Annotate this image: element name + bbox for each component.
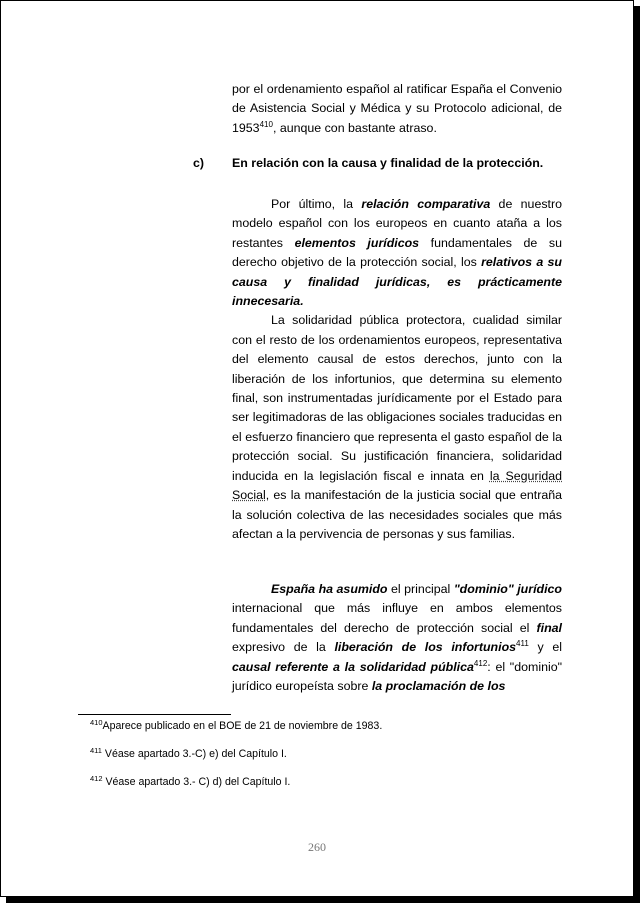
footnote [90,776,290,788]
continued-paragraph [232,80,562,138]
text-run: de nuestro modelo español con los europeos en cuanto ataña a los restantes [232,197,562,250]
text-run: internacional que más influye en ambos elementos fundamentales del derecho de protección social el [232,601,562,635]
text-run: Por último, la [271,197,362,211]
footnote [90,748,287,760]
text-run: fundamentales de su derecho objetivo de la protección social, los [232,235,562,270]
emphasis: España ha asumido [271,582,388,596]
footnote-text: Aparece publicado en el BOE de 21 de noviembre de 1983. [102,720,383,732]
emphasis: relativos a su causa y finalidad jurídicas, es prácticamente innecesaria. [232,255,562,309]
section-title: En relación con la causa y finalidad de la protección. [232,156,544,170]
footnote-ref[interactable]: 411 [516,639,529,649]
footnote [90,720,382,732]
footnote-ref[interactable]: 410 [259,119,273,129]
emphasis: causal referente a la solidaridad pública [232,659,474,674]
text-run: , es la manifestación de la justicia social que entraña la solución colectiva de las necesidades sociales que más afectan a la pervivencia de personas y sus familias. [232,488,562,541]
body-text-2 [232,580,562,696]
text-run: y el [528,640,562,655]
text-run: : el "dominio" jurídico europeísta sobre [232,659,562,694]
footnote-text: Véase apartado 3.- C) d) del Capítulo I. [102,776,291,788]
emphasis: la proclamación de los [371,679,506,694]
emphasis: final [536,620,562,635]
emphasis: relación comparativa [361,197,491,211]
paragraph-2 [232,311,562,544]
page-shadow-bottom [6,897,640,903]
body-text [232,195,562,544]
underlined-text: la Seguridad Social [232,468,562,503]
emphasis: liberación de los infortunios [334,640,517,655]
text-run: por el ordenamiento español al ratificar España el Convenio de Asistencia Social y Médica y su Protocolo adicional, de 1953 [232,82,562,135]
text-run: La solidaridad pública protectora, cualidad similar con el resto de los ordenamientos europeos, representativa del elemento causal de estos derechos, junto con la liberación de los infortunios, que determina su elemento final, son instrumentadas jurídicamente por el Estado para ser legitimadoras de las obligaciones sociales traducidas en el esfuerzo financiero que representa el gasto español de la protección social. Su justificación financiera, solidaridad inducida en la legislación fiscal e innata en [232,313,562,483]
text-run: el principal [387,582,454,596]
page-number: 260 [308,840,326,854]
footnote-text: Véase apartado 3.-C) e) del Capítulo I. [101,748,287,760]
text-run: expresivo de la [232,640,335,655]
section-letter: c) [193,156,205,170]
page-shadow-right [634,6,640,903]
footnote-number: 412 [90,774,103,783]
footnote-ref[interactable]: 412 [473,658,488,668]
paragraph-3 [232,580,562,696]
footnote-number: 410 [90,718,103,727]
paragraph-1 [232,195,562,311]
footnote-number: 411 [90,746,102,755]
emphasis: "dominio" jurídico [453,582,562,596]
text-run: , aunque con bastante atraso. [272,120,437,135]
footnote-separator [78,714,231,715]
emphasis: elementos jurídicos [294,235,420,250]
